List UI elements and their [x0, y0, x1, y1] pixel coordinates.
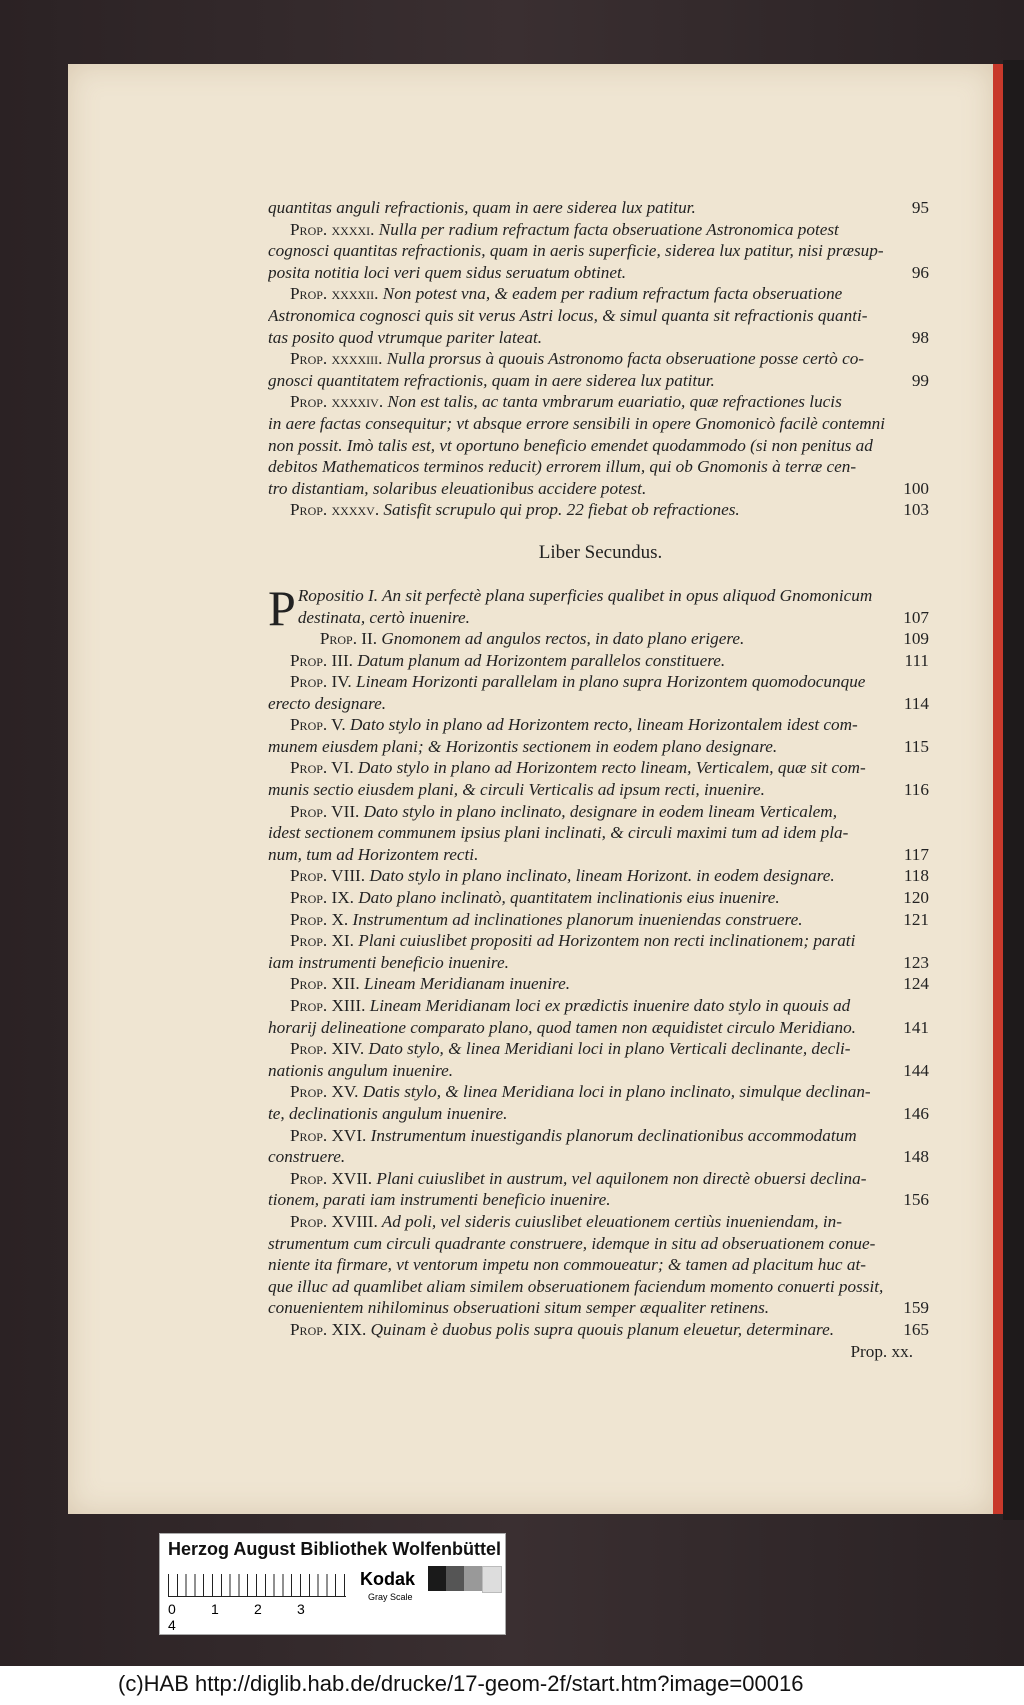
- page-number: 96: [911, 262, 929, 282]
- proposition-number: Prop. xxxxiv.: [290, 392, 384, 412]
- toc-line: [268, 780, 933, 802]
- toc-line-text: Non est talis, ac tanta vmbrarum euariatio, quæ refractiones lucis: [383, 392, 842, 412]
- toc-line-text: Dato stylo in plano inclinato, lineam Horizont. in eodem designare.: [365, 866, 835, 886]
- gray-swatch-mid: [464, 1566, 482, 1591]
- footer-url: (c)HAB http://diglib.hab.de/drucke/17-geom-2f/start.htm?image=00016: [118, 1671, 804, 1696]
- page-number: 114: [903, 693, 929, 713]
- toc-line-text: cognosci quantitas refractionis, quam in aeris superficie, siderea lux patitur, nisi præsup-: [268, 241, 884, 261]
- page-number: 103: [903, 500, 929, 520]
- toc-line-text: Plani cuiuslibet propositi ad Horizontem non recti inclinationem; parati: [353, 931, 856, 951]
- dropcap-letter: P: [268, 579, 296, 636]
- toc-line: [268, 1190, 933, 1212]
- section-heading: Liber Secundus.: [538, 541, 663, 563]
- toc-line-text: niente ita firmare, vt ventorum impetu non commoueatur; & tamen ad placitum huc at-: [268, 1255, 866, 1275]
- toc-line-text: erecto designare.: [268, 693, 387, 713]
- toc-line: [268, 1061, 933, 1083]
- toc-line: [268, 1212, 933, 1234]
- library-color-card: [159, 1533, 506, 1635]
- toc-line: [268, 1298, 933, 1320]
- toc-line-text: Dato stylo in plano inclinato, designare in eodem lineam Verticalem,: [359, 801, 838, 821]
- ruler-number: 1: [211, 1601, 219, 1617]
- toc-line: [268, 263, 933, 285]
- toc-line-text: non possit. Imò talis est, vt oportuno beneficio emendet quodammodo (si non penitus ad: [268, 435, 873, 455]
- page-number: 156: [903, 1190, 929, 1210]
- proposition-number: Prop. XV.: [290, 1082, 359, 1102]
- toc-part-two: [268, 629, 933, 1342]
- toc-line-text: Ad poli, vel sideris cuiuslibet eleuationem certiùs inueniendam, in-: [377, 1211, 842, 1231]
- toc-line-text: munem eiusdem plani; & Horizontis sectionem in eodem plano designare.: [268, 736, 778, 756]
- proposition-number: Prop. IX.: [290, 888, 354, 908]
- toc-line: [268, 500, 933, 522]
- toc-line: [268, 1082, 933, 1104]
- page-number: 144: [903, 1060, 929, 1080]
- scale-ruler: [168, 1574, 346, 1597]
- proposition-number: Prop. xxxxiii.: [290, 349, 383, 369]
- proposition-number: Prop. xxxxv.: [290, 500, 380, 520]
- toc-line-text: Nulla prorsus à quouis Astronomo facta obseruatione posse certò co-: [382, 349, 865, 369]
- toc-line: [268, 737, 933, 759]
- toc-line: [268, 371, 933, 393]
- toc-line: [268, 328, 933, 350]
- first-entry-line-2-row: [268, 608, 933, 630]
- toc-line: [268, 1039, 933, 1061]
- toc-line: [268, 910, 933, 932]
- toc-line: [268, 479, 933, 501]
- first-entry-page: 107: [903, 607, 929, 627]
- gray-swatch-black: [428, 1566, 446, 1591]
- toc-line-text: Dato stylo in plano ad Horizontem recto lineam, Verticalem, quæ sit com-: [353, 758, 866, 778]
- toc-line: [268, 694, 933, 716]
- toc-line-text: posita notitia loci veri quem sidus seruatum obtinet.: [268, 262, 627, 282]
- proposition-number: Prop. XVI.: [290, 1125, 367, 1145]
- proposition-number: Prop. XIII.: [290, 996, 366, 1015]
- toc-line: [268, 414, 933, 436]
- proposition-number: Prop. XI.: [290, 931, 354, 951]
- proposition-number: Prop. VIII.: [290, 866, 366, 886]
- toc-line: [268, 996, 933, 1018]
- toc-line-text: gnosci quantitatem refractionis, quam in aere siderea lux patitur.: [268, 370, 715, 390]
- table-of-contents: [268, 198, 933, 1362]
- toc-line-text: Non potest vna, & eadem per radium refractum facta obseruatione: [378, 284, 843, 304]
- toc-line-text: conuenientem nihilominus obseruationi situm semper æqualiter retinens.: [268, 1298, 770, 1318]
- toc-line-text: Gnomonem ad angulos rectos, in dato plano erigere.: [377, 628, 745, 648]
- toc-line-text: Plani cuiuslibet in austrum, vel aquilonem non directè obuersi declina-: [372, 1168, 867, 1188]
- toc-line-text: construere.: [268, 1147, 346, 1167]
- toc-line: [268, 953, 933, 975]
- proposition-number: Prop. IV.: [290, 672, 352, 692]
- toc-line: [268, 758, 933, 780]
- page-number: 118: [903, 866, 929, 886]
- proposition-number: Prop. XII.: [290, 974, 360, 994]
- toc-line-text: iam instrumenti beneficio inuenire.: [268, 952, 509, 972]
- toc-line-text: te, declinationis angulum inuenire.: [268, 1103, 508, 1123]
- toc-line-text: Astronomica cognosci quis sit verus Astri locus, & simul quanta sit refractionis quanti-: [268, 305, 868, 325]
- gray-scale-label: Gray Scale: [368, 1592, 413, 1602]
- toc-line: [268, 1234, 933, 1256]
- proposition-number: Prop. XIX.: [290, 1319, 367, 1339]
- page-number: 141: [903, 1017, 929, 1037]
- page-number: 123: [903, 952, 929, 972]
- proposition-number: Prop. II.: [319, 628, 378, 648]
- toc-line: [268, 845, 933, 867]
- toc-line: [268, 866, 933, 888]
- ruler-number: 4: [168, 1617, 176, 1633]
- toc-line-text: Dato plano inclinatò, quantitatem inclinationis eius inuenire.: [353, 888, 780, 908]
- toc-line-text: Dato stylo, & linea Meridiani loci in plano Verticali declinante, decli-: [364, 1039, 851, 1059]
- toc-line: [268, 436, 933, 458]
- toc-line: [268, 1126, 933, 1148]
- toc-line-text: strumentum cum circuli quadrante construere, idemque in situ ad obseruationem conue-: [268, 1233, 876, 1253]
- toc-line: [268, 306, 933, 328]
- page-number: 95: [911, 198, 929, 217]
- first-entry-line-1: Ropositio I. An sit perfectè plana superficies qualibet in opus aliquod Gnomonicum: [297, 585, 873, 605]
- page-number: 100: [903, 478, 929, 498]
- toc-line: [268, 457, 933, 479]
- page-number: 146: [903, 1103, 929, 1123]
- toc-line: [268, 931, 933, 953]
- toc-line-text: Quinam è duobus polis supra quouis planum eleuetur, determinare.: [366, 1319, 835, 1339]
- page-number: 115: [903, 736, 929, 756]
- toc-line: [268, 802, 933, 824]
- toc-line-text: horarij delineatione comparato plano, quod tamen non æquidistet circulo Meridiano.: [268, 1017, 856, 1037]
- toc-line: [268, 198, 933, 220]
- proposition-number: Prop. xxxxii.: [290, 284, 379, 304]
- toc-line: [268, 651, 933, 673]
- proposition-number: Prop. VII.: [290, 801, 360, 821]
- toc-line: [268, 349, 933, 371]
- toc-part-one: [268, 198, 933, 522]
- library-name: Herzog August Bibliothek Wolfenbüttel: [168, 1539, 501, 1559]
- toc-line: [268, 1169, 933, 1191]
- page-number: 116: [903, 780, 929, 800]
- toc-line-text: Instrumentum ad inclinationes planorum inueniendas construere.: [348, 909, 803, 929]
- toc-line-text: Instrumentum inuestigandis planorum declinationibus accommodatum: [366, 1125, 857, 1145]
- toc-line-text: Lineam Horizonti parallelam in plano supra Horizontem quomodocunque: [351, 672, 866, 692]
- proposition-number: Prop. III.: [290, 650, 353, 670]
- ruler-numbers: [168, 1601, 358, 1633]
- first-entry-line-2: destinata, certò inuenire.: [297, 607, 470, 627]
- toc-line-text: in aere factas consequitur; vt absque errore sensibili in opere Gnomonicò facilè contemni: [268, 413, 886, 433]
- toc-line: [268, 284, 933, 306]
- toc-line: [268, 823, 933, 845]
- toc-line-text: munis sectio eiusdem plani, & circuli Verticalis ad ipsum recti, inuenire.: [268, 780, 765, 800]
- page-number: 109: [903, 628, 929, 648]
- proposition-number: Prop. XIV.: [290, 1039, 365, 1059]
- toc-first-entry: [268, 579, 933, 636]
- proposition-number: Prop. VI.: [290, 758, 354, 778]
- toc-line-text: Datum planum ad Horizontem parallelos constituere.: [352, 650, 726, 670]
- ruler-number: 0: [168, 1601, 176, 1617]
- page-number: 165: [903, 1319, 929, 1339]
- proposition-number: Prop. XVIII.: [290, 1211, 378, 1231]
- page-number: 159: [903, 1298, 929, 1318]
- toc-line: [268, 1277, 933, 1299]
- toc-line-text: Datis stylo, & linea Meridiana loci in plano inclinato, simulque declinan-: [358, 1082, 871, 1102]
- toc-line-text: tro distantiam, solaribus eleuationibus accidere potest.: [268, 478, 647, 498]
- toc-line-text: Nulla per radium refractum facta obseruatione Astronomica potest: [374, 219, 839, 239]
- toc-line: [268, 1255, 933, 1277]
- page-number: 98: [911, 327, 929, 347]
- toc-line: [268, 241, 933, 263]
- toc-line: [298, 629, 933, 651]
- toc-line: [268, 888, 933, 910]
- proposition-number: Prop. X.: [290, 909, 349, 929]
- toc-line: [268, 974, 933, 996]
- page-number: 117: [903, 844, 929, 864]
- ruler-number: 2: [254, 1601, 262, 1617]
- toc-line-text: debitos Mathematicos terminos reducit) errorem illum, qui ob Gnomonis à terræ cen-: [268, 457, 857, 477]
- toc-line-text: idest sectionem communem ipsius plani inclinati, & circuli maximi tum ad idem pla-: [268, 823, 849, 843]
- page-number: 99: [911, 370, 929, 390]
- toc-line-text: Lineam Meridianam loci ex prædictis inuenire dato stylo in quouis ad: [365, 996, 851, 1015]
- toc-line: [268, 392, 933, 414]
- toc-line-text: tas posito quod vtrumque pariter lateat.: [268, 327, 543, 347]
- proposition-number: Prop. XVII.: [290, 1168, 373, 1188]
- toc-line: [268, 1018, 933, 1040]
- toc-line-text: quantitas anguli refractionis, quam in aere siderea lux patitur.: [268, 198, 696, 217]
- gray-swatch-light: [482, 1566, 502, 1593]
- footer-bar: [0, 1666, 1024, 1705]
- toc-line: [268, 1104, 933, 1126]
- toc-line: [268, 672, 933, 694]
- binding-shadow: [1003, 60, 1024, 1520]
- toc-line-text: nationis angulum inuenire.: [268, 1060, 454, 1080]
- gray-swatch-dark: [446, 1566, 464, 1591]
- toc-line-text: Dato stylo in plano ad Horizontem recto, lineam Horizontalem idest com-: [345, 715, 858, 735]
- toc-line: [268, 1147, 933, 1169]
- proposition-number: Prop. xxxxi.: [290, 219, 375, 239]
- kodak-label: Kodak: [360, 1569, 416, 1589]
- toc-line: [268, 715, 933, 737]
- page-number: 148: [903, 1147, 929, 1167]
- page-number: 124: [903, 974, 929, 994]
- page-number: 111: [904, 650, 929, 670]
- toc-line-text: num, tum ad Horizontem recti.: [268, 844, 479, 864]
- toc-line-text: tionem, parati iam instrumenti beneficio inuenire.: [268, 1190, 611, 1210]
- ruler-number: 3: [297, 1601, 305, 1617]
- toc-line-text: Satisfit scrupulo qui prop. 22 fiebat ob refractiones.: [379, 500, 740, 520]
- toc-line-text: que illuc ad quamlibet aliam similem obseruationem faciendum momento conuerti possit,: [268, 1276, 884, 1296]
- toc-line-text: Lineam Meridianam inuenire.: [359, 974, 571, 994]
- toc-line: [268, 1320, 933, 1342]
- page-number: 121: [903, 909, 929, 929]
- toc-line: [268, 220, 933, 242]
- catchword: Prop. xx.: [850, 1341, 913, 1361]
- proposition-number: Prop. V.: [290, 715, 346, 735]
- page-number: 120: [903, 888, 929, 908]
